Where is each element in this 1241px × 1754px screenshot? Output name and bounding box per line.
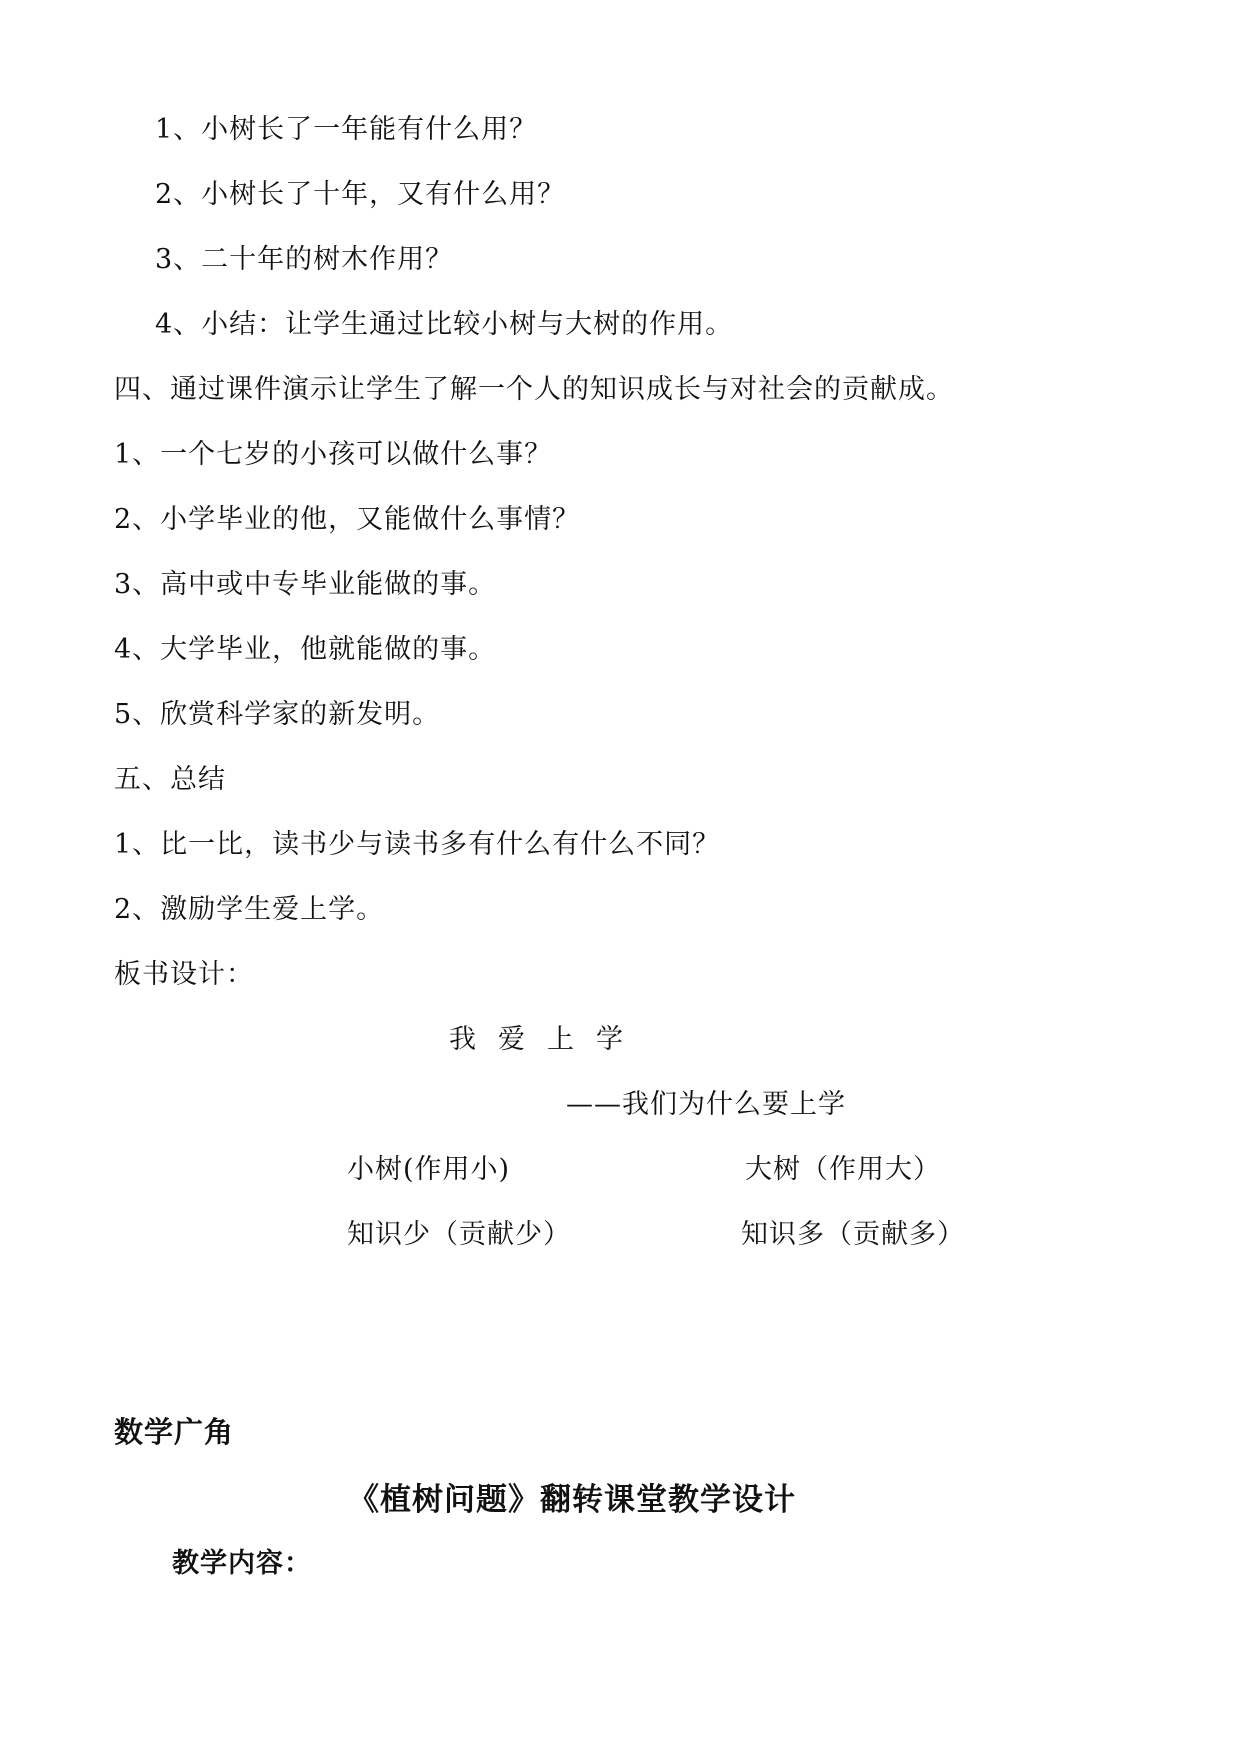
board-right-bottom: 知识多（贡献多）: [741, 1219, 965, 1250]
category-heading: 数学广角: [114, 1415, 235, 1449]
section4-item-4: 4、大学毕业，他就能做的事。: [114, 634, 497, 665]
section4-item-1: 1、一个七岁的小孩可以做什么事？: [114, 439, 553, 470]
board-left-top: 小树(作用小): [347, 1154, 511, 1185]
section5-item-1: 1、比一比，读书少与读书多有什么有什么不同？: [114, 829, 721, 860]
section3-item-1: 1、小树长了一年能有什么用？: [155, 114, 538, 145]
board-design-label: 板书设计：: [114, 959, 254, 990]
section4-item-5: 5、欣赏科学家的新发明。: [114, 699, 441, 730]
section3-item-3: 3、二十年的树木作用？: [155, 244, 454, 275]
board-left-bottom: 知识少（贡献少）: [347, 1219, 571, 1250]
section3-item-2: 2、小树长了十年，又有什么用？: [155, 179, 566, 210]
section4-item-3: 3、高中或中专毕业能做的事。: [114, 569, 497, 600]
board-right-top: 大树（作用大）: [745, 1154, 941, 1185]
section3-item-4: 4、小结：让学生通过比较小树与大树的作用。: [155, 309, 734, 340]
board-title: 我爱上学: [449, 1024, 645, 1055]
lesson-title: 《植树问题》翻转课堂教学设计: [348, 1482, 796, 1518]
section5-heading: 五、总结: [114, 764, 226, 795]
board-subtitle: ——我们为什么要上学: [566, 1089, 846, 1120]
section4-item-2: 2、小学毕业的他，又能做什么事情？: [114, 504, 581, 535]
section4-heading: 四、通过课件演示让学生了解一个人的知识成长与对社会的贡献成。: [114, 374, 954, 405]
teaching-content-heading: 教学内容：: [172, 1548, 312, 1579]
section5-item-2: 2、激励学生爱上学。: [114, 894, 385, 925]
